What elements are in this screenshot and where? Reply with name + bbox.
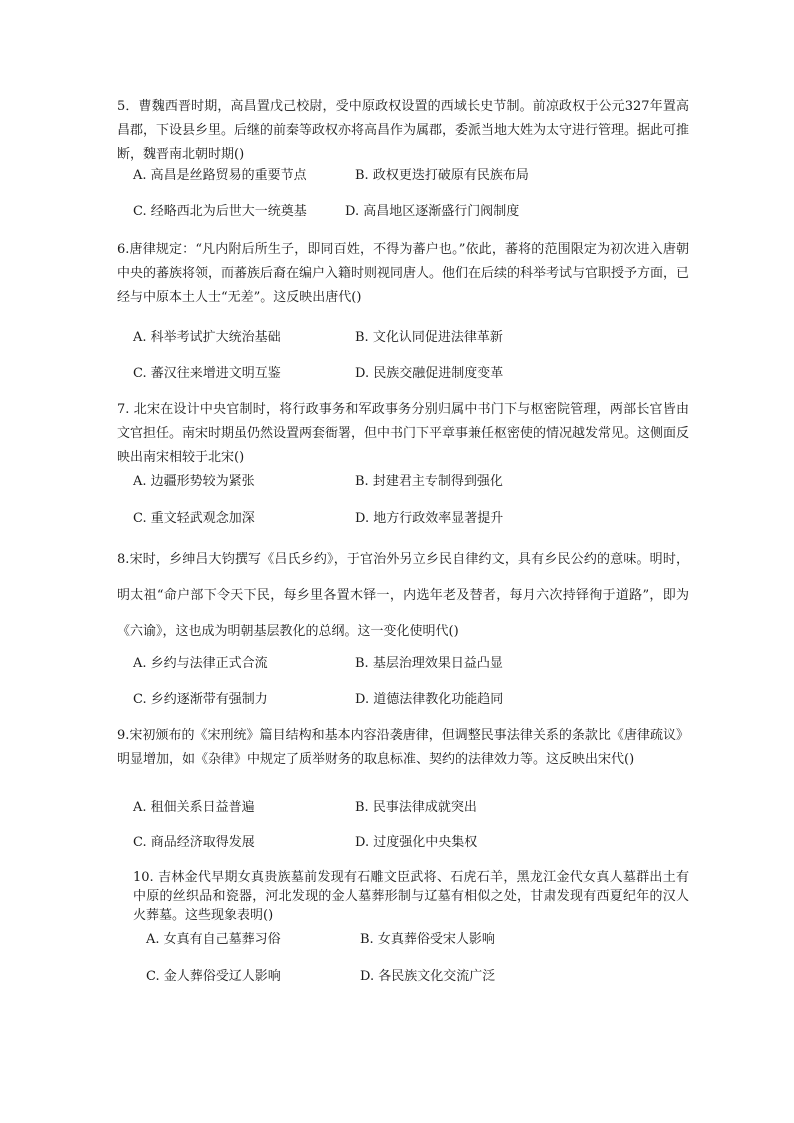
option-a[interactable]: A. 乡约与法律正式合流 — [133, 656, 268, 671]
option-a[interactable]: A. 边疆形势较为紧张 — [133, 474, 255, 489]
option-d[interactable]: D. 民族交融促进制度变革 — [355, 366, 504, 381]
option-c[interactable]: C. 蕃汉往来增进文明互鉴 — [133, 366, 281, 381]
option-b[interactable]: B. 文化认同促进法律革新 — [355, 330, 503, 345]
option-b[interactable]: B. 政权更迭打破原有民族布局 — [355, 168, 529, 183]
option-a[interactable]: A. 科举考试扩大统治基础 — [133, 330, 281, 345]
question-stem: 7. 北宋在设计中央官制时，将行政事务和军政事务分别归属中书门下与枢密院管理，两部长官皆由文官担任。南宋时期虽仍然设置两套衙署，但中书门下平章事兼任枢密使的情况越发常见。这侧面反映出南宋相较于北宋() — [117, 402, 690, 465]
option-b[interactable]: B. 基层治理效果日益凸显 — [355, 656, 503, 671]
question-6 — [117, 238, 689, 310]
option-d[interactable]: D. 道德法律教化功能趋同 — [355, 692, 504, 707]
question-8 — [117, 542, 689, 650]
option-c[interactable]: C. 金人葬俗受辽人影响 — [146, 969, 281, 984]
option-b[interactable]: B. 民事法律成就突出 — [355, 800, 477, 815]
option-c[interactable]: C. 重文轻武观念加深 — [133, 511, 255, 526]
question-5 — [117, 95, 689, 167]
option-b[interactable]: B. 封建君主专制得到强化 — [355, 474, 503, 489]
option-d[interactable]: D. 各民族文化交流广泛 — [360, 969, 496, 984]
question-stem: 5．曹魏西晋时期，高昌置戊己校尉，受中原政权设置的西域长史节制。前凉政权于公元327年置高昌郡，下设县乡里。后继的前秦等政权亦将高昌作为属郡，委派当地大姓为太守进行管理。据此可推断，魏晋南北朝时期() — [117, 99, 690, 162]
option-c[interactable]: C. 乡约逐渐带有强制力 — [133, 692, 268, 707]
question-7 — [117, 398, 689, 470]
option-a[interactable]: A. 租佃关系日益普遍 — [133, 800, 255, 815]
option-c[interactable]: C. 经略西北为后世大一统奠基 — [133, 204, 307, 219]
question-stem: 9.宋初颁布的《宋刑统》篇目结构和基本内容沿袭唐律，但调整民事法律关系的条款比《唐律疏议》明显增加，如《杂律》中规定了质举财务的取息标准、契约的法律效力等。这反映出宋代() — [117, 728, 689, 767]
option-a[interactable]: A. 高昌是丝路贸易的重要节点 — [133, 168, 307, 183]
option-b[interactable]: B. 女真葬俗受宋人影响 — [360, 932, 495, 947]
option-a[interactable]: A. 女真有自己墓葬习俗 — [146, 932, 281, 947]
option-d[interactable]: D. 高昌地区逐渐盛行门阀制度 — [345, 204, 520, 219]
option-d[interactable]: D. 地方行政效率显著提升 — [355, 511, 504, 526]
question-stem: 10. 吉林金代早期女真贵族墓前发现有石雕文臣武将、石虎石羊，黑龙江金代女真人墓群出土有中原的丝织品和瓷器，河北发现的金人墓葬形制与辽墓有相似之处，甘肃发现有西夏纪年的汉人火葬墓。这些现象表明() — [133, 870, 689, 923]
question-9 — [117, 724, 689, 772]
question-10 — [133, 868, 689, 925]
question-stem: 8.宋时，乡绅吕大钧撰写《吕氏乡约》，于官治外另立乡民自律约文，具有乡民公约的意味。明时，明太祖“命户部下令天下民，每乡里各置木铎一，内选年老及替者，每月六次持铎徇于道路”，即为《六谕》，这也成为明朝基层教化的总纲。这一变化使明代() — [117, 552, 689, 639]
question-stem: 6.唐律规定：“凡内附后所生子，即同百姓，不得为蕃户也。”依此，蕃将的范围限定为初次进入唐朝中央的蕃族将领，而蕃族后裔在编户入籍时则视同唐人。他们在后续的科举考试与官职授予方面，已经与中原本土人士“无差”。这反映出唐代() — [117, 242, 690, 305]
option-d[interactable]: D. 过度强化中央集权 — [355, 835, 478, 850]
option-c[interactable]: C. 商品经济取得发展 — [133, 835, 255, 850]
